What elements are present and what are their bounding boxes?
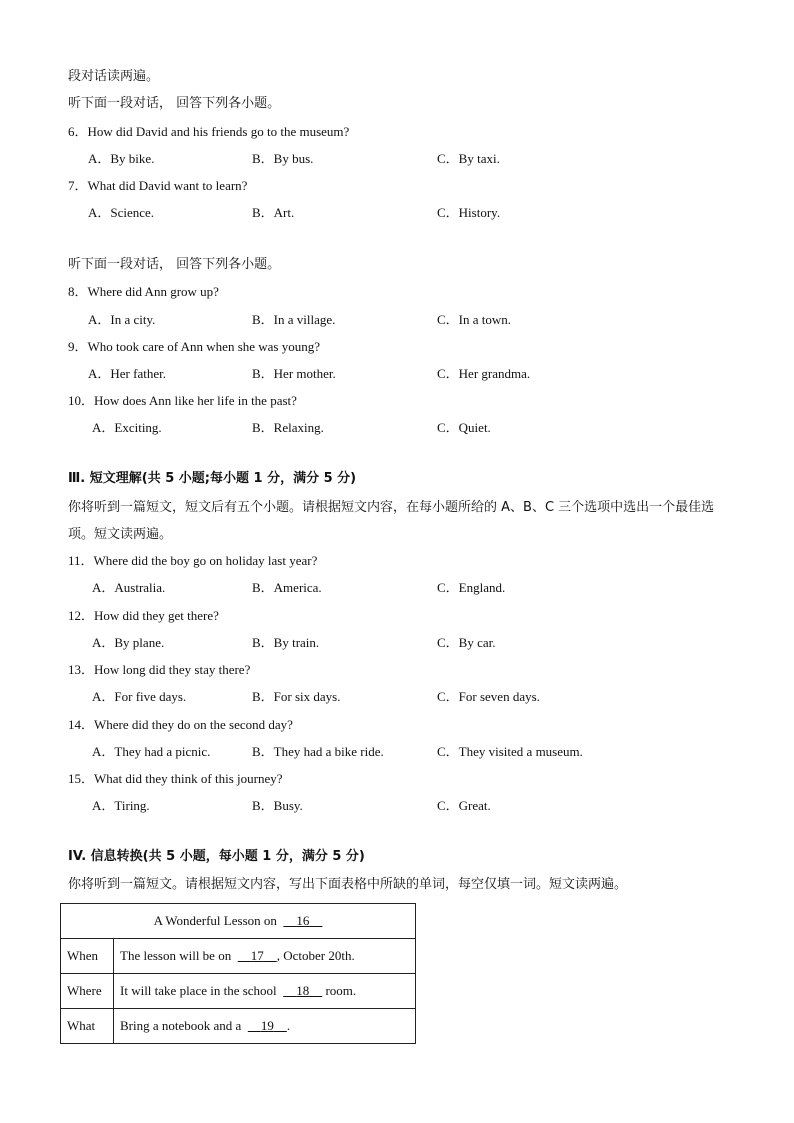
question-6: 6．How did David and his friends go to the museum? [68, 124, 350, 139]
q13-option-b: B．For six days. [252, 689, 341, 704]
q14-option-a: A．They had a picnic. [92, 744, 211, 759]
blank-18: 18 [296, 983, 310, 998]
q12-option-a: A．By plane. [92, 635, 165, 650]
question-9: 9．Who took care of Ann when she was young? [68, 339, 321, 354]
section4-title: IV. 信息转换(共 5 小题，每小题 1 分，满分 5 分) [68, 849, 365, 864]
dialog2-heading: 听下面一段对话， 回答下列各小题。 [68, 96, 281, 111]
blank-19: 19 [260, 1018, 274, 1033]
q9-option-a: A．Her father. [88, 366, 166, 381]
row-label: When [61, 939, 114, 974]
question-7: 7．What did David want to learn? [68, 178, 248, 193]
q6-option-c: C．By taxi. [437, 151, 500, 166]
table-header-row [61, 904, 416, 939]
blank-16: 16 [296, 913, 310, 928]
q10-option-c: C．Quiet. [437, 420, 491, 435]
q14-option-b: B．They had a bike ride. [252, 744, 384, 759]
table-row [61, 1009, 416, 1044]
q13-option-c: C．For seven days. [437, 689, 540, 704]
table-header-cell: A Wonderful Lesson on 16 [61, 904, 416, 939]
q7-option-c: C．History. [437, 205, 501, 220]
question-15: 15．What did they think of this journey? [68, 771, 283, 786]
question-11: 11．Where did the boy go on holiday last year? [68, 553, 318, 568]
section4-instructions: 你将听到一篇短文。请根据短文内容，写出下面表格中所缺的单词，每空仅填一词。短文读两遍。 [68, 877, 628, 892]
question-8: 8．Where did Ann grow up? [68, 284, 219, 299]
q8-option-a: A．In a city. [88, 312, 156, 327]
section3-instructions: 你将听到一篇短文，短文后有五个小题。请根据短文内容，在每小题所给的 A、B、C 三个选项中选出一个最佳选项。短文读两遍。 [68, 500, 715, 542]
q14-option-c: C．They visited a museum. [437, 744, 583, 759]
q11-option-c: C．England. [437, 580, 506, 595]
q9-option-b: B．Her mother. [252, 366, 336, 381]
row-content: Bring a notebook and a 19 . [114, 1009, 416, 1044]
q11-option-a: A．Australia. [92, 580, 166, 595]
question-10: 10．How does Ann like her life in the past? [68, 393, 297, 408]
q10-option-a: A．Exciting. [92, 420, 162, 435]
q6-option-a: A．By bike. [88, 151, 155, 166]
section3-title: Ⅲ. 短文理解(共 5 小题;每小题 1 分，满分 5 分) [68, 471, 357, 486]
q6-option-b: B．By bus. [252, 151, 314, 166]
table-row [61, 974, 416, 1009]
question-12: 12．How did they get there? [68, 608, 219, 623]
q9-option-c: C．Her grandma. [437, 366, 531, 381]
q8-option-b: B．In a village. [252, 312, 336, 327]
q15-option-c: C．Great. [437, 798, 491, 813]
row-label: What [61, 1009, 114, 1044]
question-14: 14．Where did they do on the second day? [68, 717, 293, 732]
table-row [61, 939, 416, 974]
info-table [60, 903, 416, 1044]
row-content: It will take place in the school 18 room. [114, 974, 416, 1009]
q7-option-b: B．Art. [252, 205, 295, 220]
q11-option-b: B．America. [252, 580, 322, 595]
blank-17: 17 [250, 948, 264, 963]
q10-option-b: B．Relaxing. [252, 420, 324, 435]
q15-option-a: A．Tiring. [92, 798, 150, 813]
q7-option-a: A．Science. [88, 205, 155, 220]
row-content: The lesson will be on 17 , October 20th. [114, 939, 416, 974]
dialog3-heading: 听下面一段对话， 回答下列各小题。 [68, 257, 281, 272]
intro-tail: 段对话读两遍。 [68, 69, 160, 84]
row-label: Where [61, 974, 114, 1009]
question-13: 13．How long did they stay there? [68, 662, 251, 677]
q13-option-a: A．For five days. [92, 689, 187, 704]
q8-option-c: C．In a town. [437, 312, 512, 327]
q12-option-c: C．By car. [437, 635, 496, 650]
q15-option-b: B．Busy. [252, 798, 303, 813]
q12-option-b: B．By train. [252, 635, 320, 650]
